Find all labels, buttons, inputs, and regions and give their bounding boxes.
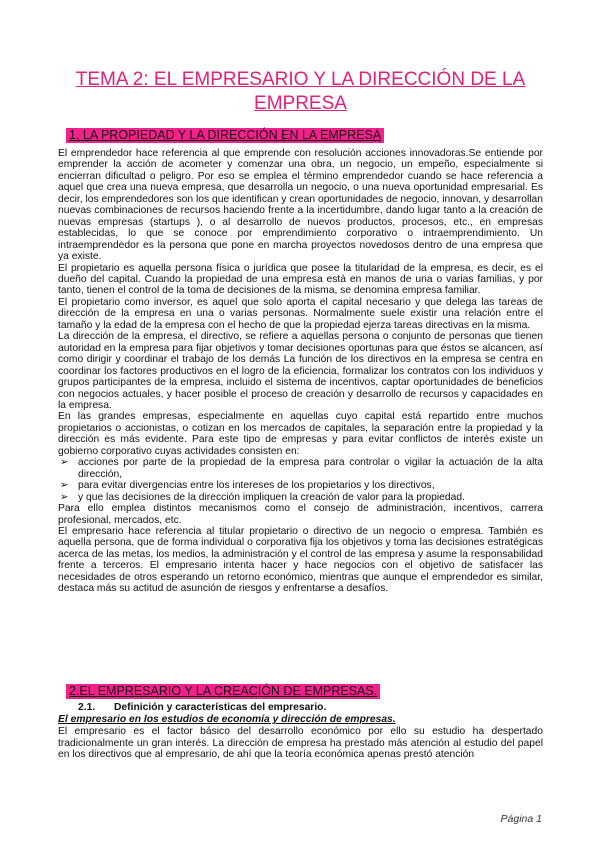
section-heading-2: 2.EL EMPRESARIO Y LA CREACIÓN DE EMPRESAS.	[66, 684, 380, 699]
list-item	[58, 480, 543, 491]
paragraph: En las grandes empresas, especialmente en aquellas cuyo capital está repartido entre muchos propietarios o accionistas, o cotizan en los mercados de capitales, la separación entre la propiedad y la dirección es más evidente. Para este tipo de empresas y para evitar conflictos de interés existe un gobierno corporativo cuyas actividades consisten en:	[58, 411, 543, 457]
list-item-text: y que las decisiones de la dirección impliquen la creación de valor para la propiedad.	[78, 491, 465, 503]
paragraph: El propietario es aquella persona física o jurídica que posee la titularidad de la empresa, es decir, es el dueño del capital. Cuando la propiedad de una empresa está en manos de una o varias familias, y por tanto, tienen el control de la toma de decisiones de la misma, se denomina empresa familiar.	[58, 262, 543, 297]
paragraph: El empresario es el factor básico del desarrollo económico por ello su estudio ha despertado tradicionalmente un gran interés. La dirección de empresa ha prestado más atención al estudio del papel en los directivos que al empresario, de ahí que la teoría económica apenas prestó atención	[58, 726, 543, 761]
subsection-title: Definición y características del empresario.	[114, 702, 327, 713]
arrow-bullet-icon: ➢	[60, 457, 69, 469]
paragraph: El empresario hace referencia al titular propietario o directivo de un negocio o empresa. También es aquella persona, que de forma individual o corporativa fija los objetivos y toma las decisiones estratégicas acerca de las metas, los medios, la administración y el control de las empresa y asume la responsabilidad frente a terceros. El empresario intenta hacer y hace negocios con el objetivo de satisfacer las necesidades de otros esperando un retorno económico, mientras que aunque el emprendedor es similar, destaca más su actitud de asunción de riesgos y enfrentarse a desafíos.	[58, 525, 543, 595]
paragraph: Para ello emplea distintos mecanismos como el consejo de administración, incentivos, carrera profesional, mercados, etc.	[58, 503, 543, 526]
italic-subtitle: El empresario en los estudios de economía y dirección de empresas.	[58, 714, 396, 725]
section-heading-1: 1. LA PROPIEDAD Y LA DIRECCIÓN EN LA EMPRESA	[66, 128, 384, 143]
arrow-bullet-icon: ➢	[60, 491, 69, 503]
page-number: Página 1	[500, 813, 542, 825]
arrow-bullet-icon: ➢	[60, 480, 69, 492]
list-item	[58, 492, 543, 503]
section-2-body	[58, 726, 543, 761]
list-item	[58, 457, 543, 480]
subsection-heading	[78, 702, 326, 714]
list-item-text: para evitar divergencias entre los intereses de los propietarios y los directivos,	[78, 480, 435, 492]
section-1-body	[58, 148, 543, 595]
page-title: TEMA 2: EL EMPRESARIO Y LA DIRECCIÓN DE LA EMPRESA	[75, 69, 526, 114]
paragraph: La dirección de la empresa, el directivo, se refiere a aquellas persona o conjunto de personas que tienen autoridad en la empresa para fijar objetivos y tomar decisiones oportunas para que éstos se alcancen, así como dirigir y coordinar el trabajo de los demás La función de los directivos en la empresa se centra en coordinar los factores productivos en el logro de la eficiencia, formalizar los contratos con los individuos y grupos participantes de la empresa, incluido el sistema de incentivos, captar oportunidades de beneficios con negocios actuales, y hacer posible el proceso de creación y desarrollo de recursos y capacidades en la empresa.	[58, 331, 543, 411]
bullet-list	[58, 457, 543, 503]
paragraph: El emprendedor hace referencia al que emprende con resolución acciones innovadoras.Se entiende por emprender la acción de acometer y comenzar una obra, un negocio, un empeño, especialmente si encierran dificultad o peligro. Por eso se emplea el término emprendedor cuando se hace referencia a aquel que crea una nueva empresa, que desarrolla un negocio, o una nueva oportunidad empresarial. Es decir, los emprendedores son los que identifican y crean oportunidades de negocio, innovan, y desarrollan nuevas combinaciones de recursos haciendo frente a la incertidumbre, dando lugar tanto a la creación de nuevas empresas (startups ), o al desarrollo de nuevos productos, procesos, etc., en empresas establecidas, lo que se conoce por emprendimiento corporativo o intraemprendimiento. Un intraemprendedor es la persona que pone en marcha proyectos novedosos dentro de una empresa que ya existe.	[58, 148, 543, 263]
subsection-number: 2.1.	[78, 702, 96, 713]
paragraph: El propietario como inversor, es aquel que solo aporta el capital necesario y que delega las tareas de dirección de la empresa en una o varias personas. Normalmente suele existir una relación entre el tamaño y la edad de la empresa con el hecho de que la propiedad ejerza tareas directivas en la misma.	[58, 296, 543, 331]
list-item-text: acciones por parte de la propiedad de la empresa para controlar o vigilar la actuación de la alta dirección,	[78, 457, 543, 480]
